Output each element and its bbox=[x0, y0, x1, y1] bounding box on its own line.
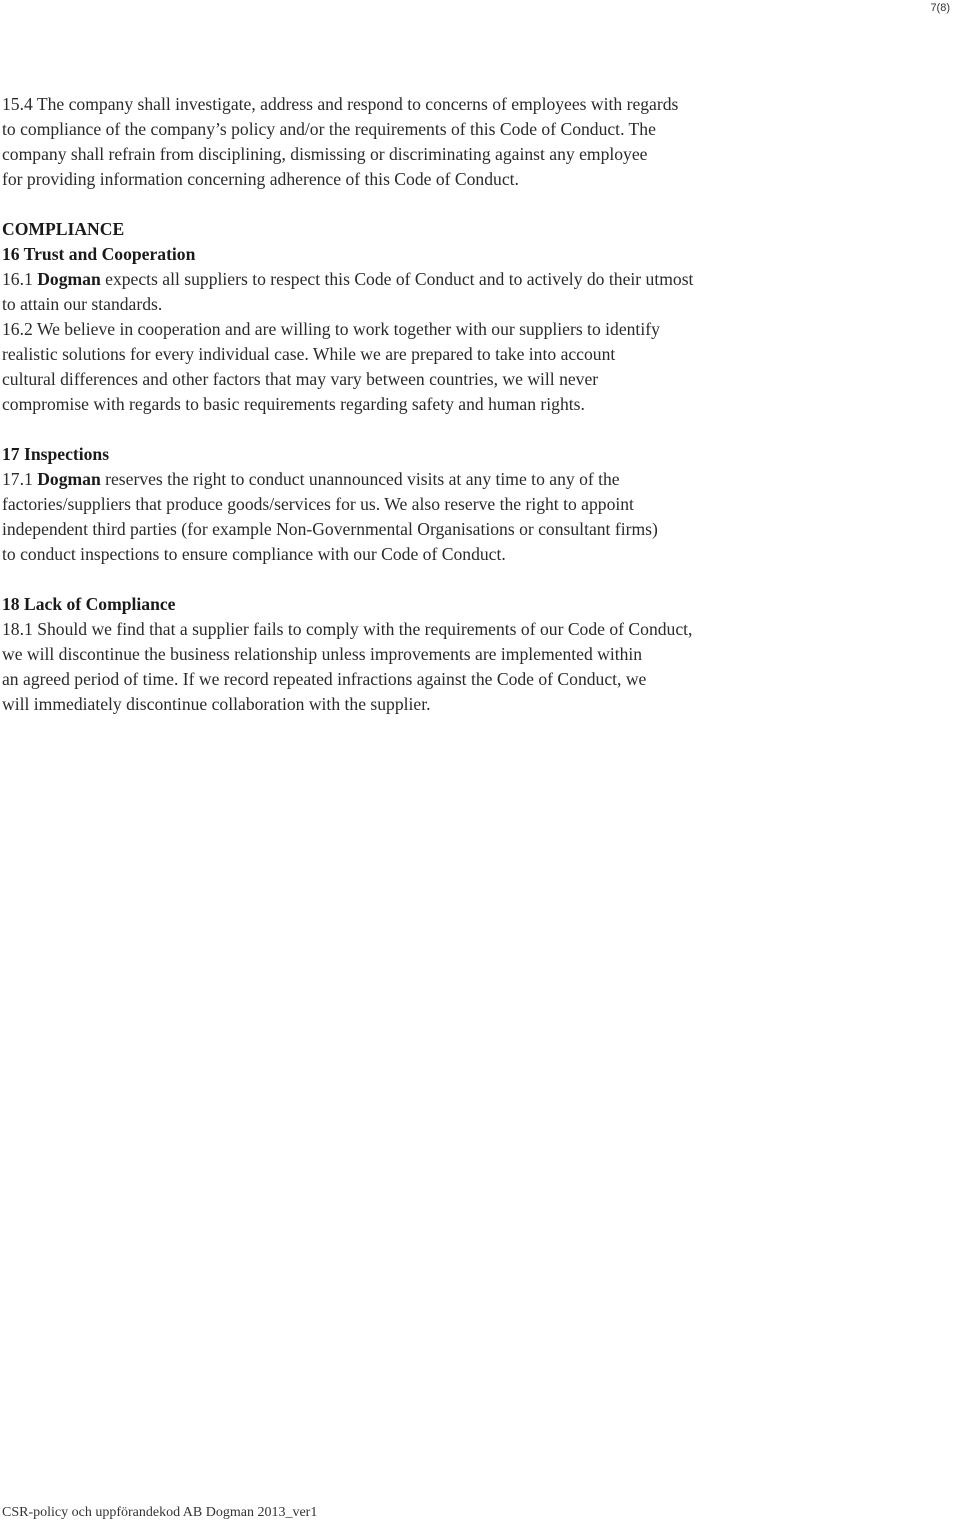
paragraph-line: to conduct inspections to ensure compliance with our Code of Conduct. bbox=[2, 544, 506, 564]
clause-number: 17.1 bbox=[2, 469, 38, 489]
section-16 bbox=[2, 242, 942, 417]
paragraph-line: company shall refrain from disciplining, dismissing or discriminating against any employee bbox=[2, 144, 648, 164]
paragraph-line: for providing information concerning adherence of this Code of Conduct. bbox=[2, 169, 519, 189]
section-16-heading: 16 Trust and Cooperation bbox=[2, 244, 196, 264]
clause-text: reserves the right to conduct unannounced visits at any time to any of the bbox=[100, 469, 620, 489]
spacer bbox=[2, 417, 942, 442]
paragraph-line: will immediately discontinue collaboration with the supplier. bbox=[2, 694, 431, 714]
document-footer: CSR-policy och uppförandekod AB Dogman 2013_ver1 bbox=[2, 1505, 318, 1520]
section-18 bbox=[2, 592, 942, 717]
spacer bbox=[2, 192, 942, 217]
clause-text: expects all suppliers to respect this Code of Conduct and to actively do their utmost bbox=[100, 269, 694, 289]
compliance-heading: COMPLIANCE bbox=[2, 219, 125, 239]
paragraph-line: to attain our standards. bbox=[2, 294, 163, 314]
paragraph-line: 16.2 We believe in cooperation and are willing to work together with our suppliers to identify bbox=[2, 319, 660, 339]
paragraph-line: 15.4 The company shall investigate, address and respond to concerns of employees with regards bbox=[2, 94, 679, 114]
paragraph-line bbox=[2, 467, 942, 492]
paragraph-line: cultural differences and other factors that may vary between countries, we will never bbox=[2, 369, 599, 389]
section-17 bbox=[2, 442, 942, 567]
paragraph-line: we will discontinue the business relationship unless improvements are implemented within bbox=[2, 644, 643, 664]
spacer bbox=[2, 567, 942, 592]
section-17-heading: 17 Inspections bbox=[2, 444, 110, 464]
section-15 bbox=[2, 92, 942, 192]
paragraph-line: factories/suppliers that produce goods/services for us. We also reserve the right to appoint bbox=[2, 494, 634, 514]
paragraph-line: independent third parties (for example Non-Governmental Organisations or consultant firms) bbox=[2, 519, 658, 539]
paragraph-line: compromise with regards to basic requirements regarding safety and human rights. bbox=[2, 394, 585, 414]
clause-number: 16.1 bbox=[2, 269, 38, 289]
section-18-heading: 18 Lack of Compliance bbox=[2, 594, 176, 614]
paragraph-line: an agreed period of time. If we record repeated infractions against the Code of Conduct, we bbox=[2, 669, 647, 689]
paragraph-line: to compliance of the company’s policy and/or the requirements of this Code of Conduct. The bbox=[2, 119, 656, 139]
paragraph-line: 18.1 Should we find that a supplier fails to comply with the requirements of our Code of Conduct, bbox=[2, 619, 693, 639]
paragraph-line bbox=[2, 267, 942, 292]
document-body bbox=[2, 92, 942, 717]
page-number: 7(8) bbox=[930, 2, 950, 14]
company-name: Dogman bbox=[37, 269, 101, 289]
company-name: Dogman bbox=[37, 469, 101, 489]
paragraph-line: realistic solutions for every individual case. While we are prepared to take into account bbox=[2, 344, 616, 364]
